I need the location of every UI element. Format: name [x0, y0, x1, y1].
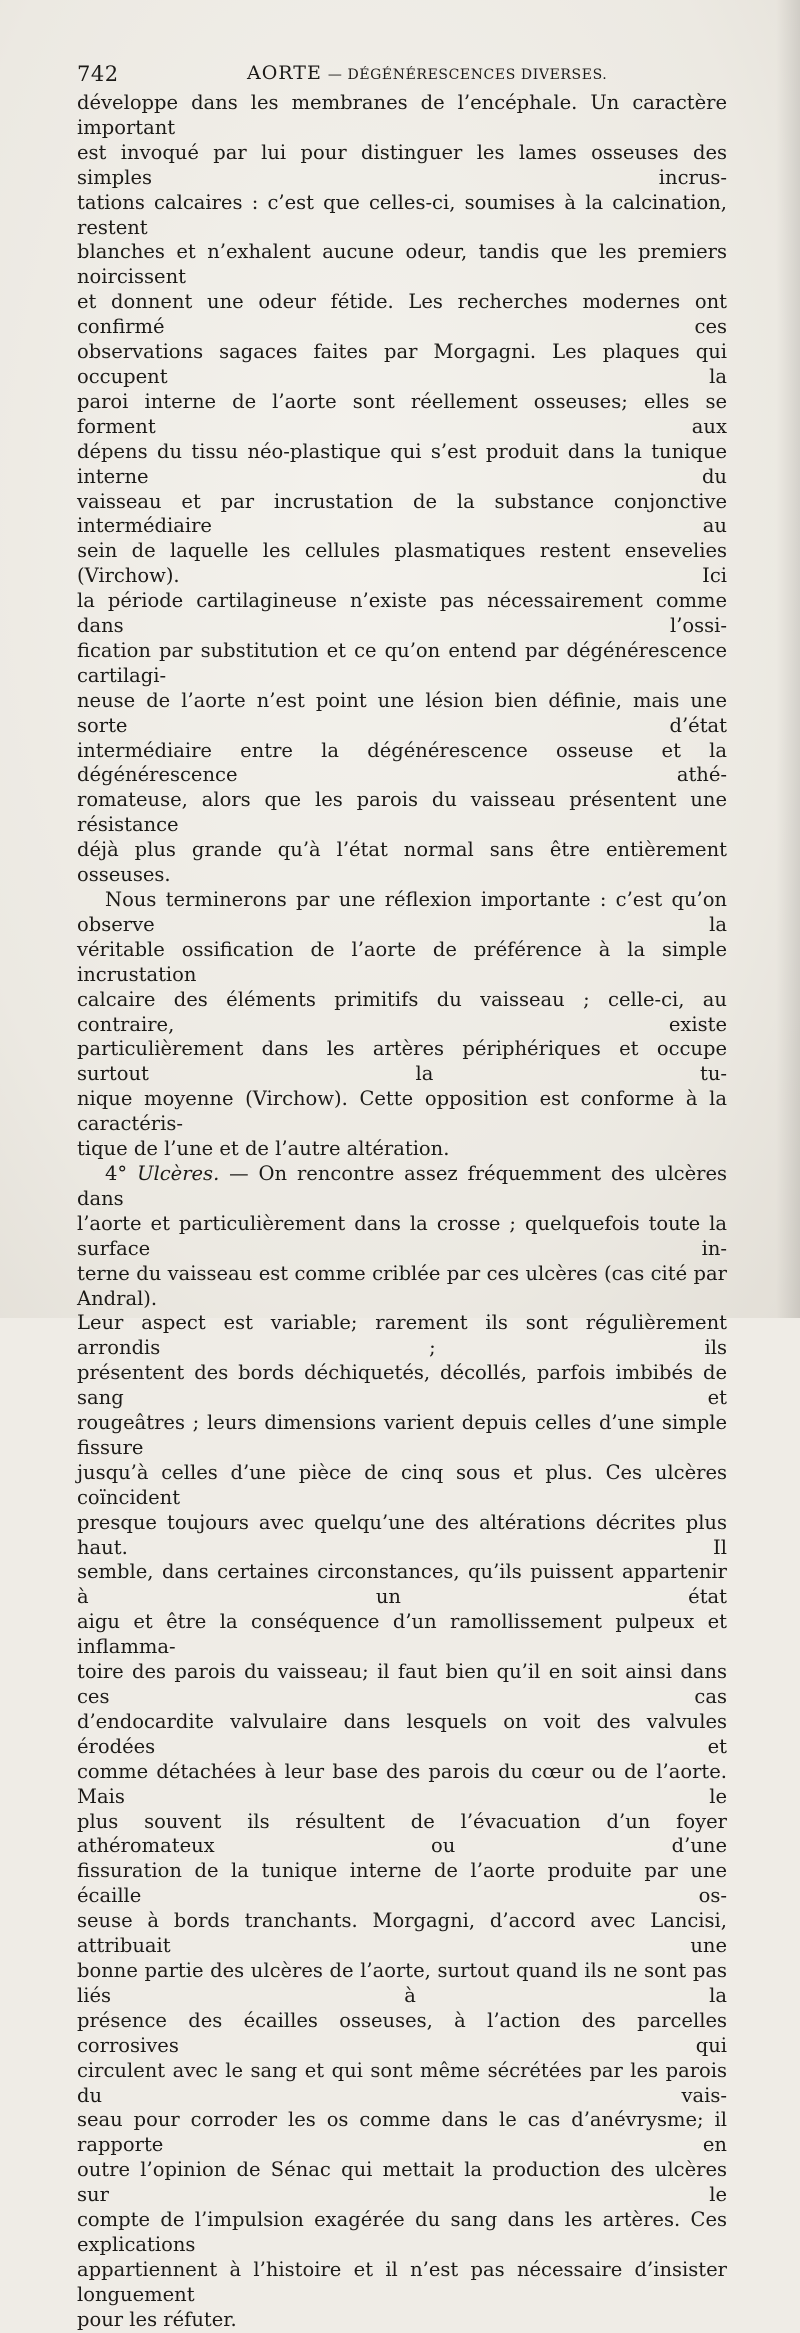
text-line: est invoqué par lui pour distinguer les lames osseuses des simples incrus-: [77, 140, 727, 189]
text-line: d’endocardite valvulaire dans lesquels on voit des valvules érodées et: [77, 1709, 727, 1758]
page-edge-shadow: [776, 0, 800, 1318]
text-line: présentent des bords déchiquetés, décollés, parfois imbibés de sang et: [77, 1361, 727, 1410]
text-line: seau pour corroder les os comme dans le cas d’anévrysme; il rapporte en: [77, 2108, 727, 2157]
text-line: développe dans les membranes de l’encéphale. Un caractère important: [77, 91, 727, 139]
text-line: jusqu’à celles d’une pièce de cinq sous et plus. Ces ulcères coïncident: [77, 1460, 727, 1509]
text-line: circulent avec le sang et qui sont même sécrétées par les parois du vais-: [77, 2058, 727, 2107]
text-line: observations sagaces faites par Morgagni. Les plaques qui occupent la: [77, 340, 727, 388]
text-line: fissuration de la tunique interne de l’aorte produite par une écaille os-: [77, 1859, 727, 1908]
section-heading-line: [77, 1162, 727, 1212]
page-number: 742: [77, 62, 119, 86]
text-line: pour les réfuter.: [77, 2307, 237, 2331]
text-line: semble, dans certaines circonstances, qu’ils puissent appartenir à un état: [77, 1560, 727, 1609]
text-line: sein de laquelle les cellules plasmatiques restent ensevelies (Virchow). Ici: [77, 539, 727, 588]
text-line: rougeâtres ; leurs dimensions varient depuis celles d’une simple fissure: [77, 1411, 727, 1459]
text-line: nique moyenne (Virchow). Cette opposition est conforme à la caractéris-: [77, 1087, 727, 1136]
text-line: l’aorte et particulièrement dans la crosse ; quelquefois toute la surface in-: [77, 1211, 727, 1260]
text-line: outre l’opinion de Sénac qui mettait la production des ulcères sur le: [77, 2158, 727, 2207]
text-line: seuse à bords tranchants. Morgagni, d’accord avec Lancisi, attribuait une: [77, 1909, 727, 1958]
text-line: présence des écailles osseuses, à l’action des parcelles corrosives qui: [77, 2008, 727, 2057]
text-line: vaisseau et par incrustation de la substance conjonctive intermédiaire au: [77, 489, 727, 538]
text-line: Nous terminerons par une réflexion importante : c’est qu’on observe la: [77, 888, 727, 936]
text-line: dépens du tissu néo-plastique qui s’est produit dans la tunique interne du: [77, 439, 727, 488]
running-head-main: AORTE: [247, 62, 322, 84]
text-line-rest: — On rencontre assez fréquemment des ulcères dans: [77, 1161, 728, 1210]
paragraph-ulceres: [77, 1162, 727, 2333]
body-text: [77, 91, 727, 2333]
text-line: aigu et être la conséquence d’un ramollissement pulpeux et inflamma-: [77, 1610, 727, 1659]
text-line: fication par substitution et ce qu’on entend par dégénérescence cartilagi-: [77, 638, 727, 687]
running-head: [247, 62, 607, 84]
text-line: tique de l’une et de l’autre altération.: [77, 1137, 450, 1161]
text-line: bonne partie des ulcères de l’aorte, surtout quand ils ne sont pas liés à la: [77, 1958, 727, 2007]
section-title: Ulcères.: [137, 1161, 220, 1185]
text-line: Leur aspect est variable; rarement ils sont régulièrement arrondis ; ils: [77, 1311, 727, 1360]
text-line: tations calcaires : c’est que celles-ci, soumises à la calcination, restent: [77, 190, 727, 239]
text-line: la période cartilagineuse n’existe pas nécessairement comme dans l’ossi-: [77, 589, 727, 638]
text-line: neuse de l’aorte n’est point une lésion bien définie, mais une sorte d’état: [77, 688, 727, 737]
text-line: déjà plus grande qu’à l’état normal sans être entièrement osseuses.: [77, 838, 727, 887]
text-line: romateuse, alors que les parois du vaisseau présentent une résistance: [77, 788, 727, 837]
text-line: toire des parois du vaisseau; il faut bien qu’il en soit ainsi dans ces cas: [77, 1660, 727, 1708]
text-line: presque toujours avec quelqu’une des altérations décrites plus haut. Il: [77, 1510, 727, 1559]
text-line: appartiennent à l’histoire et il n’est pas nécessaire d’insister longuement: [77, 2257, 727, 2306]
page-header: [77, 58, 727, 88]
text-line: compte de l’impulsion exagérée du sang dans les artères. Ces explications: [77, 2208, 727, 2256]
text-line: et donnent une odeur fétide. Les recherches modernes ont confirmé ces: [77, 290, 727, 339]
text-line: paroi interne de l’aorte sont réellement osseuses; elles se forment aux: [77, 389, 727, 438]
text-line: véritable ossification de l’aorte de préférence à la simple incrustation: [77, 937, 727, 986]
text-line: particulièrement dans les artères périphériques et occupe surtout la tu-: [77, 1037, 727, 1086]
section-number: 4°: [105, 1161, 128, 1185]
text-line: plus souvent ils résultent de l’évacuation d’un foyer athéromateux ou d’une: [77, 1809, 727, 1858]
text-line: terne du vaisseau est comme criblée par ces ulcères (cas cité par Andral).: [77, 1261, 727, 1310]
running-head-sub: — DÉGÉNÉRESCENCES DIVERSES.: [327, 67, 608, 83]
text-line: calcaire des éléments primitifs du vaisseau ; celle-ci, au contraire, existe: [77, 987, 727, 1036]
paragraph-continuation: [77, 91, 727, 888]
paragraph-reflexion: [77, 888, 727, 1162]
text-line: intermédiaire entre la dégénérescence osseuse et la dégénérescence athé-: [77, 738, 727, 787]
text-line: comme détachées à leur base des parois du cœur ou de l’aorte. Mais le: [77, 1759, 727, 1808]
text-line: blanches et n’exhalent aucune odeur, tandis que les premiers noircissent: [77, 240, 727, 289]
